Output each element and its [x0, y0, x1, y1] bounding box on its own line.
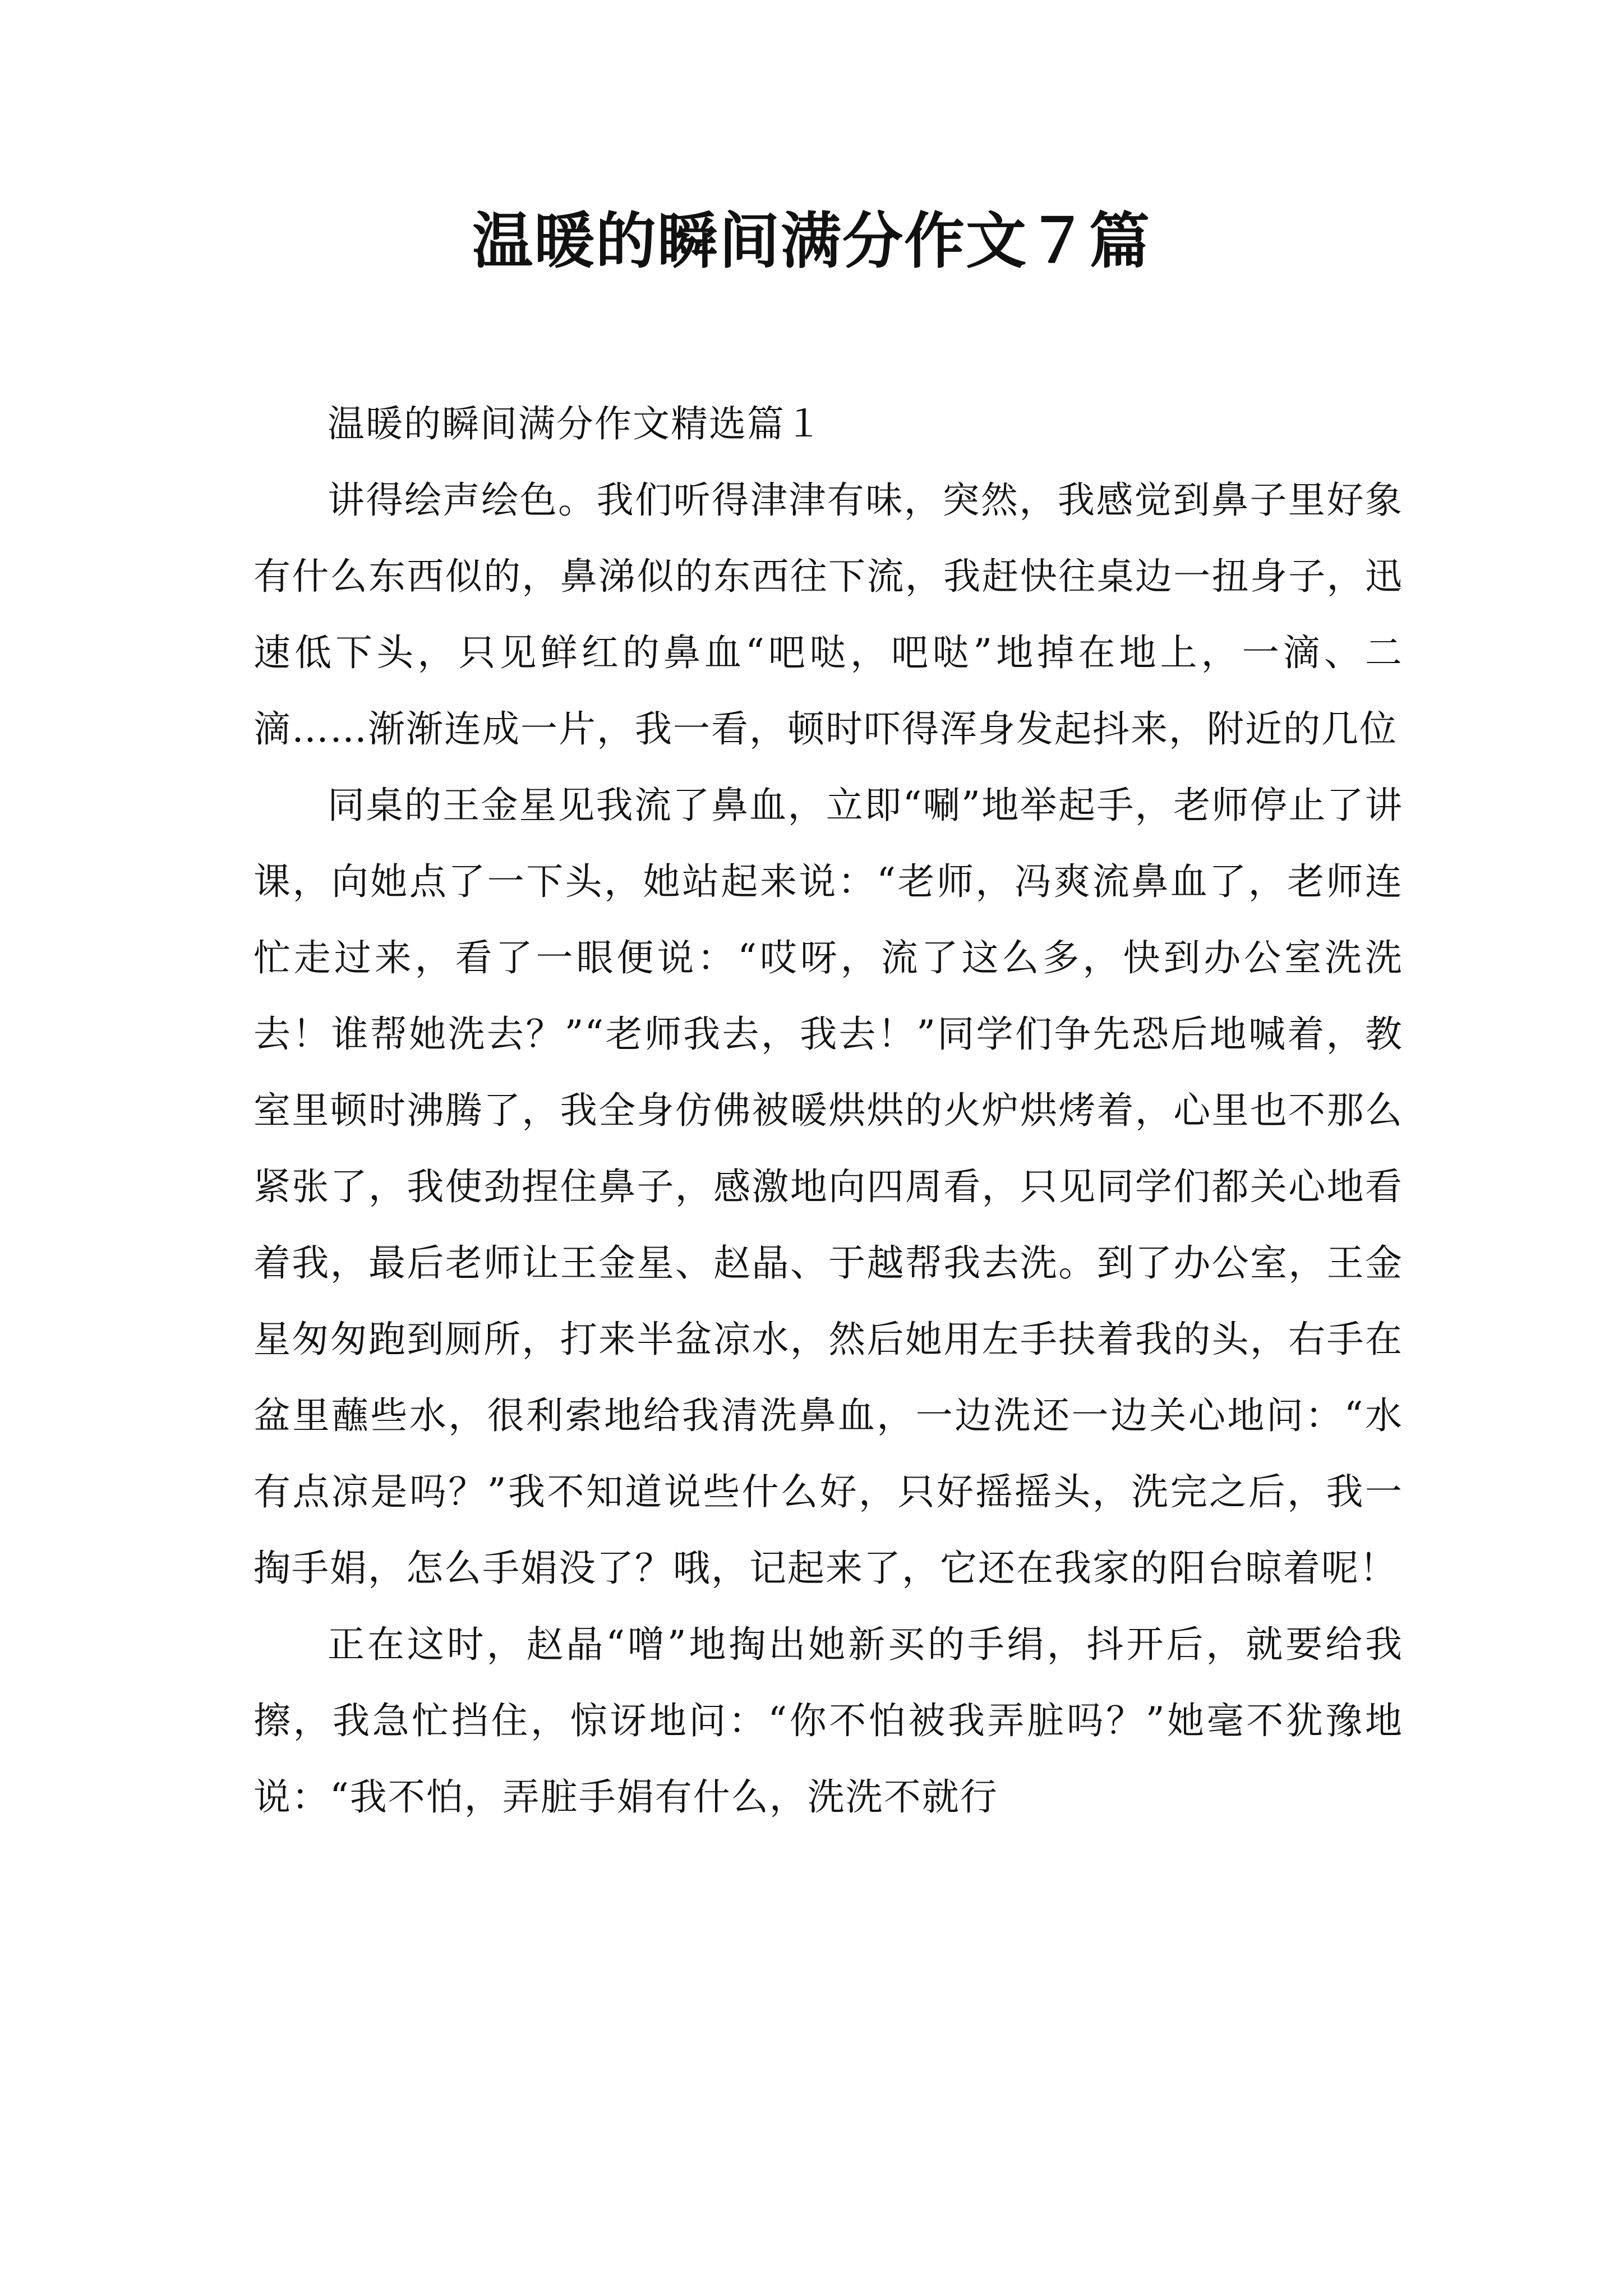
paragraph-1: 讲得绘声绘色。我们听得津津有味，突然，我感觉到鼻子里好象有什么东西似的，鼻涕似的东西往下流，我赶快往桌边一扭身子，迅速低下头，只见鲜红的鼻血“吧哒，吧哒”地掉在地上，一滴、二滴……渐渐连成一片，我一看，顿时吓得浑身发起抖来，附近的几位: [253, 478, 1403, 751]
document-title: 温暖的瞬间满分作文７篇: [472, 206, 1151, 277]
paragraph-3: 正在这时，赵晶“噌”地掏出她新买的手绢，抖开后，就要给我擦，我急忙挡住，惊讶地问：“你不怕被我弄脏吗？”她毫不犹豫地说：“我不怕，弄脏手娟有什么，洗洗不就行: [253, 1623, 1403, 1819]
paragraph-2: 同桌的王金星见我流了鼻血，立即“唰”地举起手，老师停止了讲课，向她点了一下头，她站起来说：“老师，冯爽流鼻血了，老师连忙走过来，看了一眼便说：“哎呀，流了这么多，快到办公室洗洗去！谁帮她洗去？”“老师我去，我去！”同学们争先恐后地喊着，教室里顿时沸腾了，我全身仿佛被暖烘烘的火炉烘烤着，心里也不那么紧张了，我使劲捏住鼻子，感激地向四周看，只见同学们都关心地看着我，最后老师让王金星、赵晶、于越帮我去洗。到了办公室，王金星匆匆跑到厕所，打来半盆凉水，然后她用左手扶着我的头，右手在盆里蘸些水，很利索地给我清洗鼻血，一边洗还一边关心地问：“水有点凉是吗？”我不知道说些什么好，只好摇摇头，洗完之后，我一掏手娟，怎么手娟没了？哦，记起来了，它还在我家的阳台晾着呢！: [253, 784, 1403, 1590]
section-heading: 温暖的瞬间满分作文精选篇１: [328, 402, 823, 445]
document-body: [253, 386, 1403, 1835]
